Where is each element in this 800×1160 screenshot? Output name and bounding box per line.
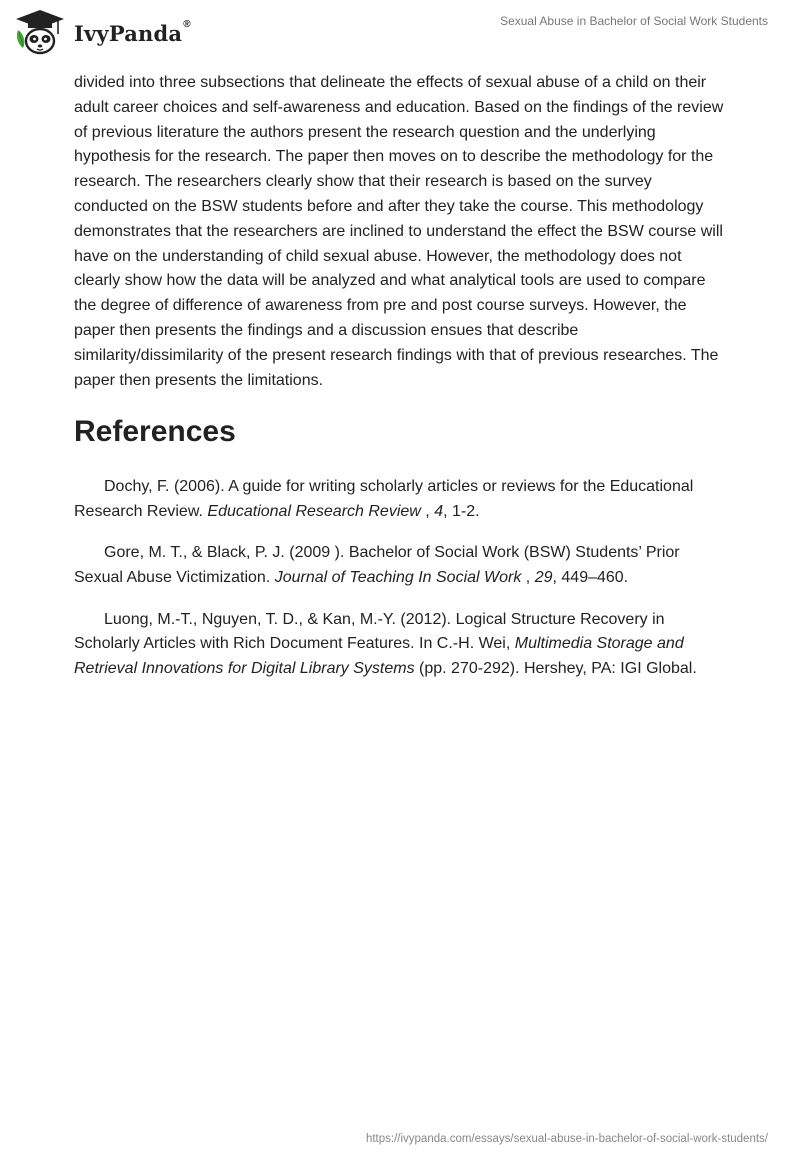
body-paragraph: divided into three subsections that delineate the effects of sexual abuse of a child on their adult career choices and self-awareness and education. Based on the findings of the review of previous literature the authors present the research question and the underlying hypothesis for the research. The paper then moves on to describe the methodology for the research. The researchers clearly show that their research is based on the survey conducted on the BSW students before and after they take the course. This methodology demonstrates that the researchers are inclined to understand the effect the BSW course will have on the understanding of child sexual abuse. However, the methodology does not clearly show how the data will be analyzed and what analytical tools are used to compare the degree of difference of awareness from pre and post course surveys. However, the paper then presents the findings and a discussion ensues that describe similarity/dissimilarity of the present research findings with that of previous researches. The paper then presents the limitations. (74, 74, 724, 389)
reference-source-title: Multimedia Storage and Retrieval Innovations for Digital Library Systems (74, 635, 684, 678)
reference-text: , 449–460. (552, 569, 629, 587)
reference-text: Dochy, F. (2006). A guide for writing scholarly articles or reviews for the Educational Research Review. (74, 478, 694, 521)
reference-source-title: Journal of Teaching In Social Work (274, 569, 522, 587)
reference-volume: 29 (534, 569, 553, 587)
reference-text: Gore, M. T., & Black, P. J. (2009 ). Bachelor of Social Work (BSW) Students’ Prior Sexual Abuse Victimization. (74, 544, 680, 587)
reference-text: Luong, M.-T., Nguyen, T. D., & Kan, M.-Y. (2012). Logical Structure Recovery in Scholarly Articles with Rich Document Features. In C.-H. Wei, (74, 610, 665, 653)
brand-name-text: IvyPanda (74, 20, 183, 46)
registered-mark: ® (183, 18, 191, 30)
reference-item (74, 608, 726, 682)
brand-logo-link[interactable] (14, 8, 191, 56)
page-header (0, 0, 800, 60)
reference-item (74, 475, 726, 525)
reference-text: , (521, 569, 535, 587)
brand-name (74, 18, 191, 46)
document-title: Sexual Abuse in Bachelor of Social Work Students (500, 14, 768, 28)
references-heading: References (74, 415, 236, 449)
main-content (74, 71, 726, 698)
reference-source-title: Educational Research Review (207, 503, 421, 521)
reference-text: , (420, 503, 435, 521)
reference-text: (pp. 270-292). Hershey, PA: IGI Global. (414, 660, 697, 678)
reference-text: , 1-2. (443, 503, 480, 521)
panda-graduate-logo-icon (14, 8, 66, 56)
source-url-link[interactable]: https://ivypanda.com/essays/sexual-abuse-in-bachelor-of-social-work-students/ (365, 1133, 768, 1145)
references-list (74, 475, 726, 682)
reference-item (74, 541, 726, 591)
reference-volume: 4 (434, 503, 444, 521)
